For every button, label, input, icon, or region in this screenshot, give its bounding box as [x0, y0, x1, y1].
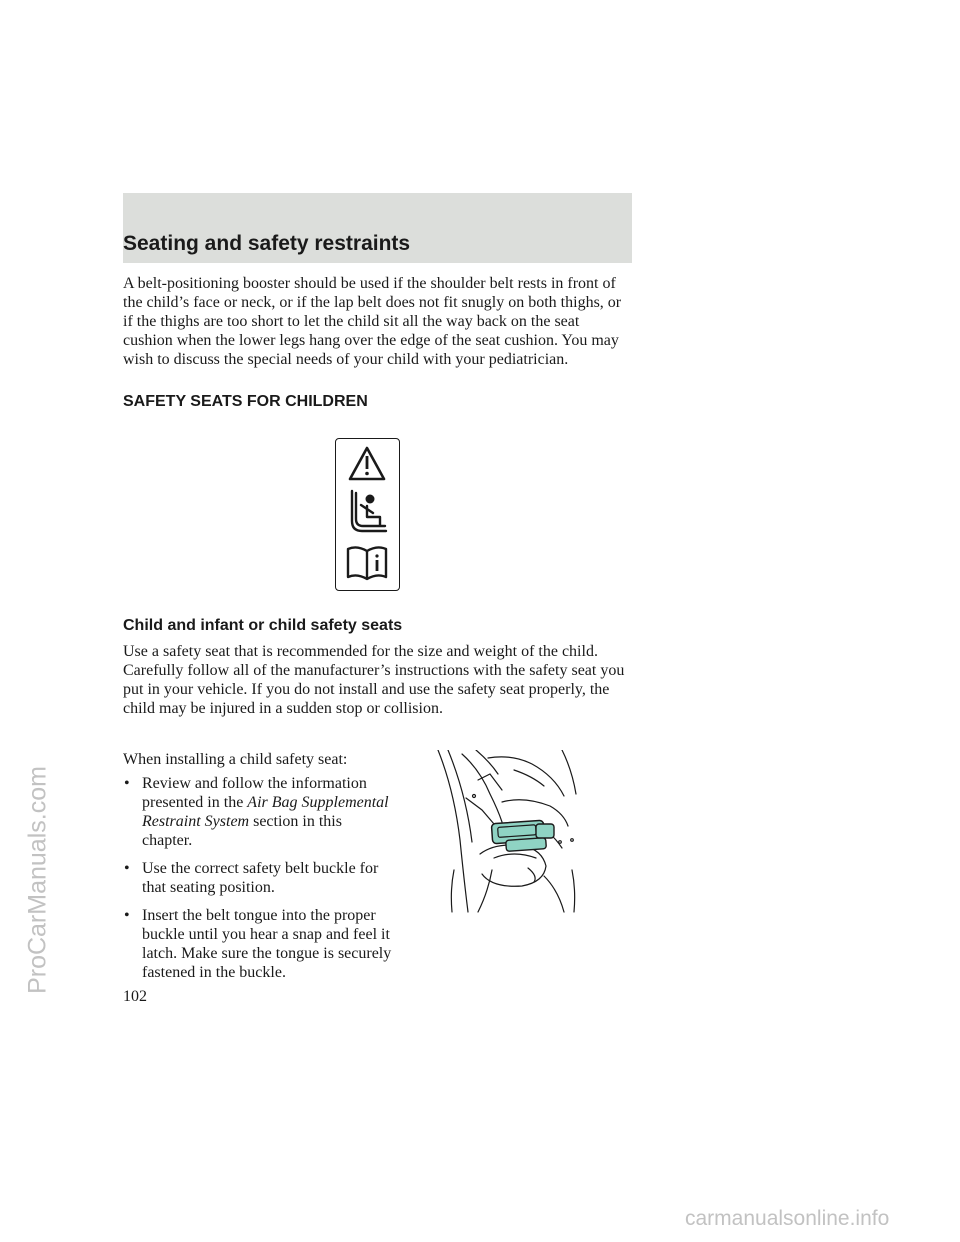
bullet-icon: •: [124, 775, 130, 792]
warning-triangle-icon: [350, 448, 384, 479]
owner-manual-icon: [348, 547, 386, 579]
side-watermark-text: ProCarManuals.com: [23, 766, 52, 994]
belt-buckle-illustration: [432, 750, 582, 920]
safety-paragraph: Use a safety seat that is recommended for the size and weight of the child. Carefully follow all of the manufacturer’s instructions with the safety seat you put in your vehicle. If you do not install and use the safety seat properly, the child may be injured in a sudden stop or collision.: [123, 643, 625, 717]
subsection-heading: Child and infant or child safety seats: [123, 617, 403, 634]
footer-watermark: carmanualsonline.info: [685, 1207, 890, 1230]
installation-steps-list: [123, 774, 393, 991]
list-item: [123, 859, 393, 897]
bullet-text: Review and follow the information presented in the: [142, 775, 367, 811]
warning-icons-box: [335, 438, 400, 591]
bullet-text: Insert the belt tongue into the proper buckle until you hear a snap and feel it latch. Make sure the tongue is securely fastened in the buckle.: [142, 907, 392, 981]
bullet-icon: •: [124, 860, 130, 877]
bullet-text: Use the correct safety belt buckle for that seating position.: [142, 860, 379, 896]
list-item: [123, 906, 393, 982]
child-seat-icon: [352, 491, 386, 531]
section-heading: SAFETY SEATS FOR CHILDREN: [123, 393, 368, 410]
intro-paragraph: A belt-positioning booster should be used if the shoulder belt rests in front of the child’s face or neck, or if the lap belt does not fit snugly on both thighs, or if the thighs are too short to let the child sit all the way back on the seat cushion when the lower legs hang over the edge of the seat cushion. You may wish to discuss the special needs of your child with your pediatrician.: [123, 275, 622, 368]
installing-intro: When installing a child safety seat:: [123, 751, 348, 768]
bullet-text-end: section in this chapter.: [142, 813, 342, 849]
page-number: 102: [123, 988, 147, 1005]
page-section-title: Seating and safety restraints: [123, 232, 411, 255]
bullet-icon: •: [124, 907, 130, 924]
side-watermark: [8, 520, 68, 1240]
list-item: [123, 774, 393, 850]
manual-section-reference: Air Bag Supplemental Restraint System: [142, 794, 389, 830]
